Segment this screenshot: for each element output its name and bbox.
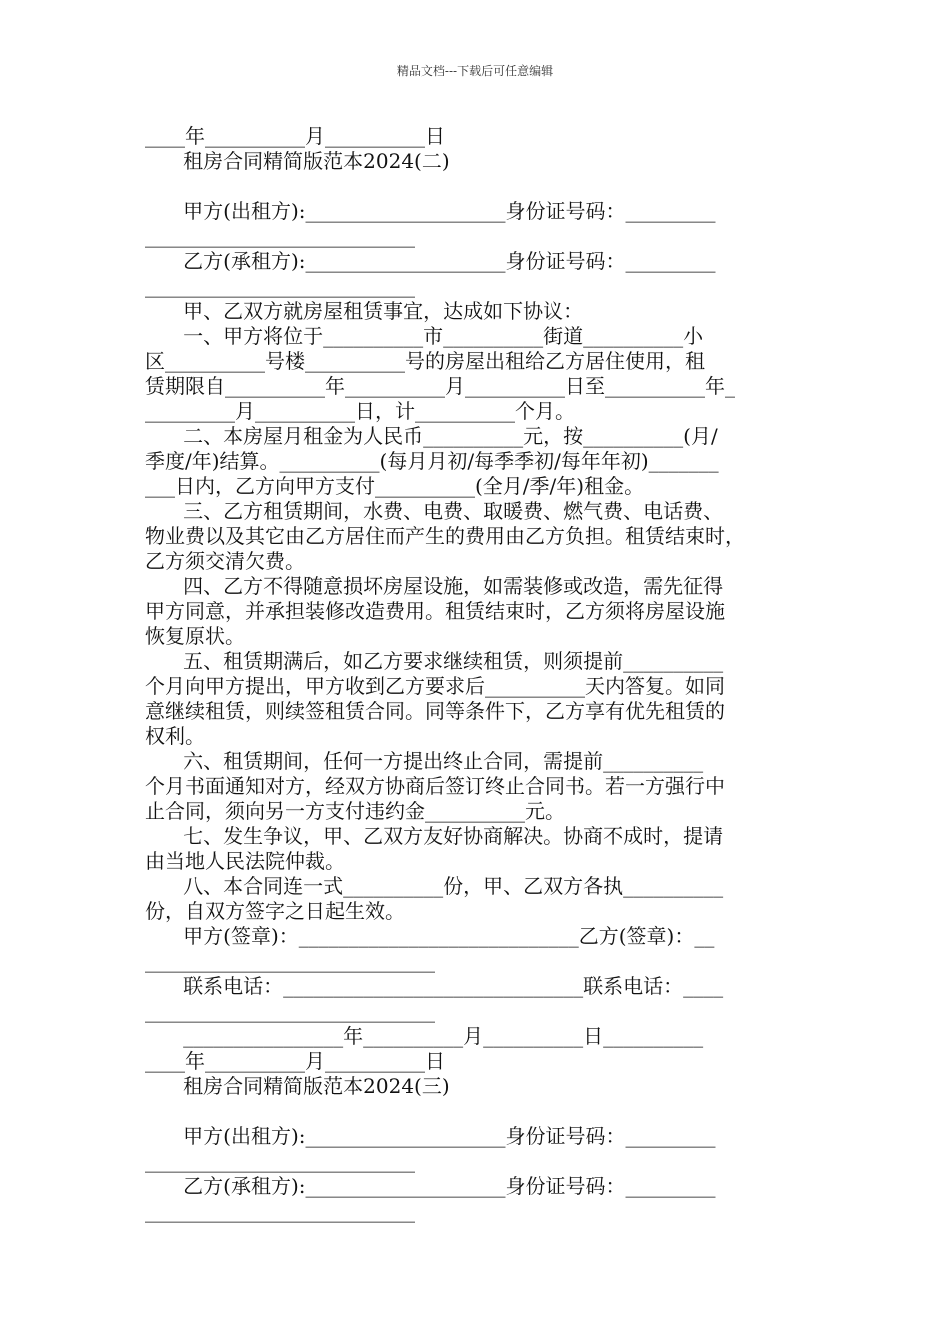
text-line: 止合同，须向另一方支付违约金__________元。 xyxy=(145,799,565,823)
text-line: 个月向甲方提出，甲方收到乙方要求后__________天内答复。如同 xyxy=(145,674,725,698)
text-line: 三、乙方租赁期间，水费、电费、取暖费、燃气费、电话费、 xyxy=(145,499,724,523)
text-line: 赁期限自__________年__________月__________日至__________年_ xyxy=(145,374,735,398)
contract-body xyxy=(145,124,807,1224)
text-line: _____________________________ xyxy=(145,999,435,1023)
text-line: 权利。 xyxy=(145,724,205,748)
text-line: 甲方(签章)：____________________________乙方(签章)：__ xyxy=(145,924,715,948)
text-line: 乙方(承租方):____________________身份证号码：_________ xyxy=(145,1174,716,1198)
text-line: 季度/年)结算。__________(每月月初/每季季初/每年年初)_______ xyxy=(145,449,719,473)
text-line: 甲、乙双方就房屋租赁事宜，达成如下协议： xyxy=(145,299,584,323)
text-line: ___________________________ xyxy=(145,274,415,298)
text-line: 八、本合同连一式__________份，甲、乙双方各执__________ xyxy=(145,874,724,898)
text-line: 乙方(承租方):____________________身份证号码：_________ xyxy=(145,249,716,273)
text-line: 物业费以及其它由乙方居住而产生的费用由乙方负担。租赁结束时， xyxy=(145,524,745,548)
text-line: ___________________________ xyxy=(145,1199,415,1223)
text-line: ___日内，乙方向甲方支付__________(全月/季/年)租金。 xyxy=(145,474,645,498)
text-line: 个月书面通知对方，经双方协商后签订终止合同书。若一方强行中 xyxy=(145,774,725,798)
text-line: ___________________________ xyxy=(145,1149,415,1173)
blank-line xyxy=(145,174,807,199)
text-line: 甲方同意，并承担装修改造费用。租赁结束时，乙方须将房屋设施 xyxy=(145,599,725,623)
section-title: 租房合同精简版范本2024(三) xyxy=(145,1074,450,1098)
text-line: 恢复原状。 xyxy=(145,624,245,648)
text-line: 一、甲方将位于__________市__________街道__________小 xyxy=(145,324,704,348)
text-line: 四、乙方不得随意损坏房屋设施，如需装修或改造，需先征得 xyxy=(145,574,724,598)
text-line: 乙方须交清欠费。 xyxy=(145,549,305,573)
page-header: 精品文档---下载后可任意编辑 xyxy=(396,64,554,78)
text-line: 由当地人民法院仲裁。 xyxy=(145,849,345,873)
text-line: 区__________号楼__________号的房屋出租给乙方居住使用，租 xyxy=(145,349,705,373)
text-line: ___________________________ xyxy=(145,224,415,248)
blank-line xyxy=(145,1099,807,1124)
text-line: _________月__________日，计__________个月。 xyxy=(145,399,575,423)
section-title: 租房合同精简版范本2024(二) xyxy=(145,149,450,173)
text-line: ____年__________月__________日 xyxy=(145,1049,445,1073)
text-line: 甲方(出租方):____________________身份证号码：_________ xyxy=(145,1124,716,1148)
text-line: 二、本房屋月租金为人民币__________元，按__________(月/ xyxy=(145,424,718,448)
text-line: 七、发生争议，甲、乙双方友好协商解决。协商不成时，提请 xyxy=(145,824,724,848)
text-line: 意继续租赁，则续签租赁合同。同等条件下，乙方享有优先租赁的 xyxy=(145,699,725,723)
text-line: _____________________________ xyxy=(145,949,435,973)
text-line: 份，自双方签字之日起生效。 xyxy=(145,899,405,923)
text-line: 联系电话：______________________________联系电话：____ xyxy=(145,974,724,998)
text-line: 六、租赁期间，任何一方提出终止合同，需提前__________ xyxy=(145,749,704,773)
text-line: ________________年__________月__________日__________ xyxy=(145,1024,704,1048)
text-line: 五、租赁期满后，如乙方要求继续租赁，则须提前__________ xyxy=(145,649,724,673)
text-line: ____年__________月__________日 xyxy=(145,124,445,148)
text-line: 甲方(出租方):____________________身份证号码：_________ xyxy=(145,199,716,223)
